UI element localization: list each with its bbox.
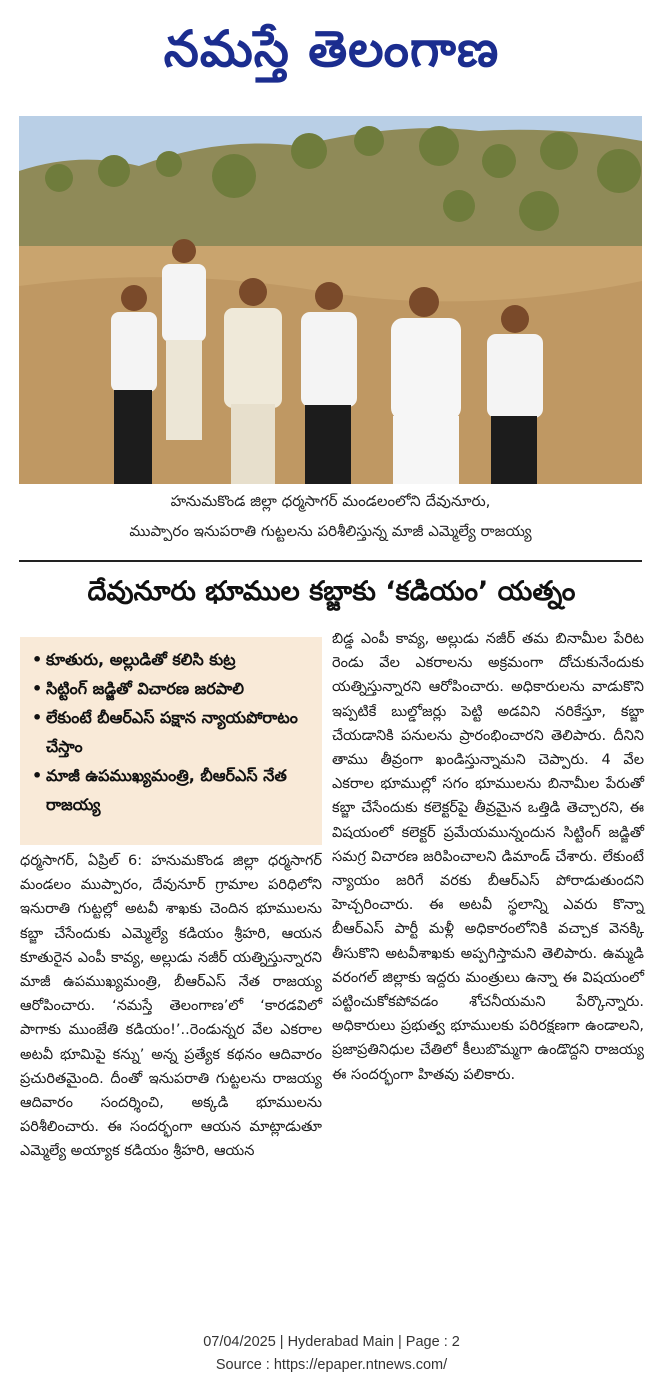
bullet-icon: • bbox=[32, 679, 43, 698]
highlight-text: మాజీ ఉపముఖ్యమంత్రి, బీఆర్ఎస్ నేత రాజయ్య bbox=[46, 766, 287, 814]
highlight-text: లేకుంటే బీఆర్ఎస్ పక్షాన న్యాయపోరాటం చేస్తాం bbox=[46, 708, 298, 756]
masthead bbox=[0, 0, 663, 110]
caption-line-2: ముప్పారం ఇనుపరాతి గుట్టలను పరిశీలిస్తున్న మాజీ ఎమ్మెల్యే రాజయ్య bbox=[129, 522, 532, 540]
article-body-right: బిడ్డ ఎంపీ కావ్య, అల్లుడు నజీర్ తమ బినామీల పేరిట రెండు వేల ఎకరాలను అక్రమంగా దోచుకునేందుకు యత్నిస్తున్నారని ఆరోపించారు. అధికారులను వాడుకొని ఇప్పటికే బుల్డోజర్లు పెట్టి అడవిని నరికేస్తూ, కబ్జా చేయడానికి పనులను ప్రారంభించారని తెలిపారు. దీనిని తాము తీవ్రంగా ఖండిస్తున్నామని చెప్పారు. 4 వేల ఎకరాల భూముల్లో సగం భూములను బినామీల పేరుతో కబ్జా చేసేందుకు కలెక్టర్‌పై తీవ్రమైన ఒత్తిడి తెచ్చారని, ఈ విషయంలో కలెక్టర్ ప్రమేయమున్నందున సిట్టింగ్ జడ్జితో సమగ్ర విచారణ జరిపించాలని డిమాండ్ చేశారు. లేకుంటే న్యాయం జరిగే వరకు బీఆర్ఎస్ పోరాడుతుందని హెచ్చరించారు. ఈ అటవీ స్థలాన్ని ఎవరు కొన్నా బీఆర్ఎస్ పార్టీ మళ్లీ అధికారంలోనికి వచ్చాక వెనక్కి తీసుకొని అటవీశాఖకు అప్పగిస్తామని తెలిపారు. ఉమ్మడి వరంగల్ జిల్లాకు ఇద్దరు మంత్రులు ఉన్నా ఈ విషయంలో పట్టించుకోకపోవడం శోచనీయమని పేర్కొన్నారు. అధికారులు ప్రభుత్వ భూములకు పరిరక్షణగా ఉండాలని, ప్రజాప్రతినిధుల చేతిలో కీలుబొమ్మగా ఉండొద్దని రాజయ్య ఈ సందర్భంగా హితవు పలికారు. bbox=[332, 631, 644, 1083]
highlight-item bbox=[32, 761, 316, 819]
bullet-icon: • bbox=[32, 766, 43, 785]
photo-person-1 bbox=[111, 285, 157, 484]
footer-edition: 07/04/2025 | Hyderabad Main | Page : 2 bbox=[203, 1334, 460, 1350]
highlights-box bbox=[20, 637, 322, 845]
highlight-item bbox=[32, 645, 316, 674]
bullet-icon: • bbox=[32, 708, 43, 727]
footer bbox=[0, 1331, 663, 1377]
caption-line-1: హనుమకొండ జిల్లా ధర్మసాగర్ మండలంలోని దేవునూరు, bbox=[170, 492, 491, 510]
footer-source: Source : https://epaper.ntnews.com/ bbox=[215, 1357, 448, 1373]
highlight-item bbox=[32, 703, 316, 761]
headline: దేవునూరు భూముల కబ్జాకు ‘కడియం’ యత్నం bbox=[87, 576, 576, 607]
article-body-left: ధర్మసాగర్, ఏప్రిల్ 6: హనుమకొండ జిల్లా ధర్మసాగర్ మండలం ముప్పారం, దేవునూర్ గ్రామాల పరిధిలోని ఇనురాతి గుట్టల్లో అటవీ శాఖకు చెందిన భూములను కబ్జా చేసేందుకు ఎమ్మెల్యే కడియం శ్రీహరి, ఆయన కూతురైన ఎంపీ కావ్య, అల్లుడు నజీర్ యత్నిస్తున్నారని మాజీ ఉపముఖ్యమంత్రి, బీఆర్ఎస్ నేత రాజయ్య ఆరోపించారు. ‘నమస్తే తెలంగాణ’లో ‘కారడవిలో పాగాకు ముంజేతి కడియం!’..రెండున్నర వేల ఎకరాల అటవీ భూమిపై కన్ను’ అన్న ప్రత్యేక కథనం ఆదివారం ప్రచురితమైంది. దీంతో ఇనుపరాతి గుట్టలను రాజయ్య ఆదివారం సందర్శించి, అక్కడి భూములను పరిశీలించారు. ఈ సందర్భంగా ఆయన మాట్లాడుతూ ఎమ్మెల్యే అయ్యాక కడియం శ్రీహరి, ఆయన bbox=[20, 853, 322, 1160]
highlight-item bbox=[32, 674, 316, 703]
highlight-text: కూతురు, అల్లుడితో కలిసి కుట్ర bbox=[46, 650, 236, 669]
photo-caption bbox=[19, 486, 642, 554]
headline-divider bbox=[19, 560, 642, 562]
highlight-text: సిట్టింగ్ జడ్జితో విచారణ జరపాలి bbox=[46, 679, 245, 698]
photo-person-4 bbox=[301, 282, 357, 484]
photo-person-3 bbox=[224, 278, 282, 484]
newspaper-title: నమస్తే తెలంగాణ bbox=[163, 19, 500, 78]
bullet-icon: • bbox=[32, 650, 43, 669]
photo-person-2 bbox=[162, 239, 206, 440]
news-photo bbox=[19, 116, 642, 484]
